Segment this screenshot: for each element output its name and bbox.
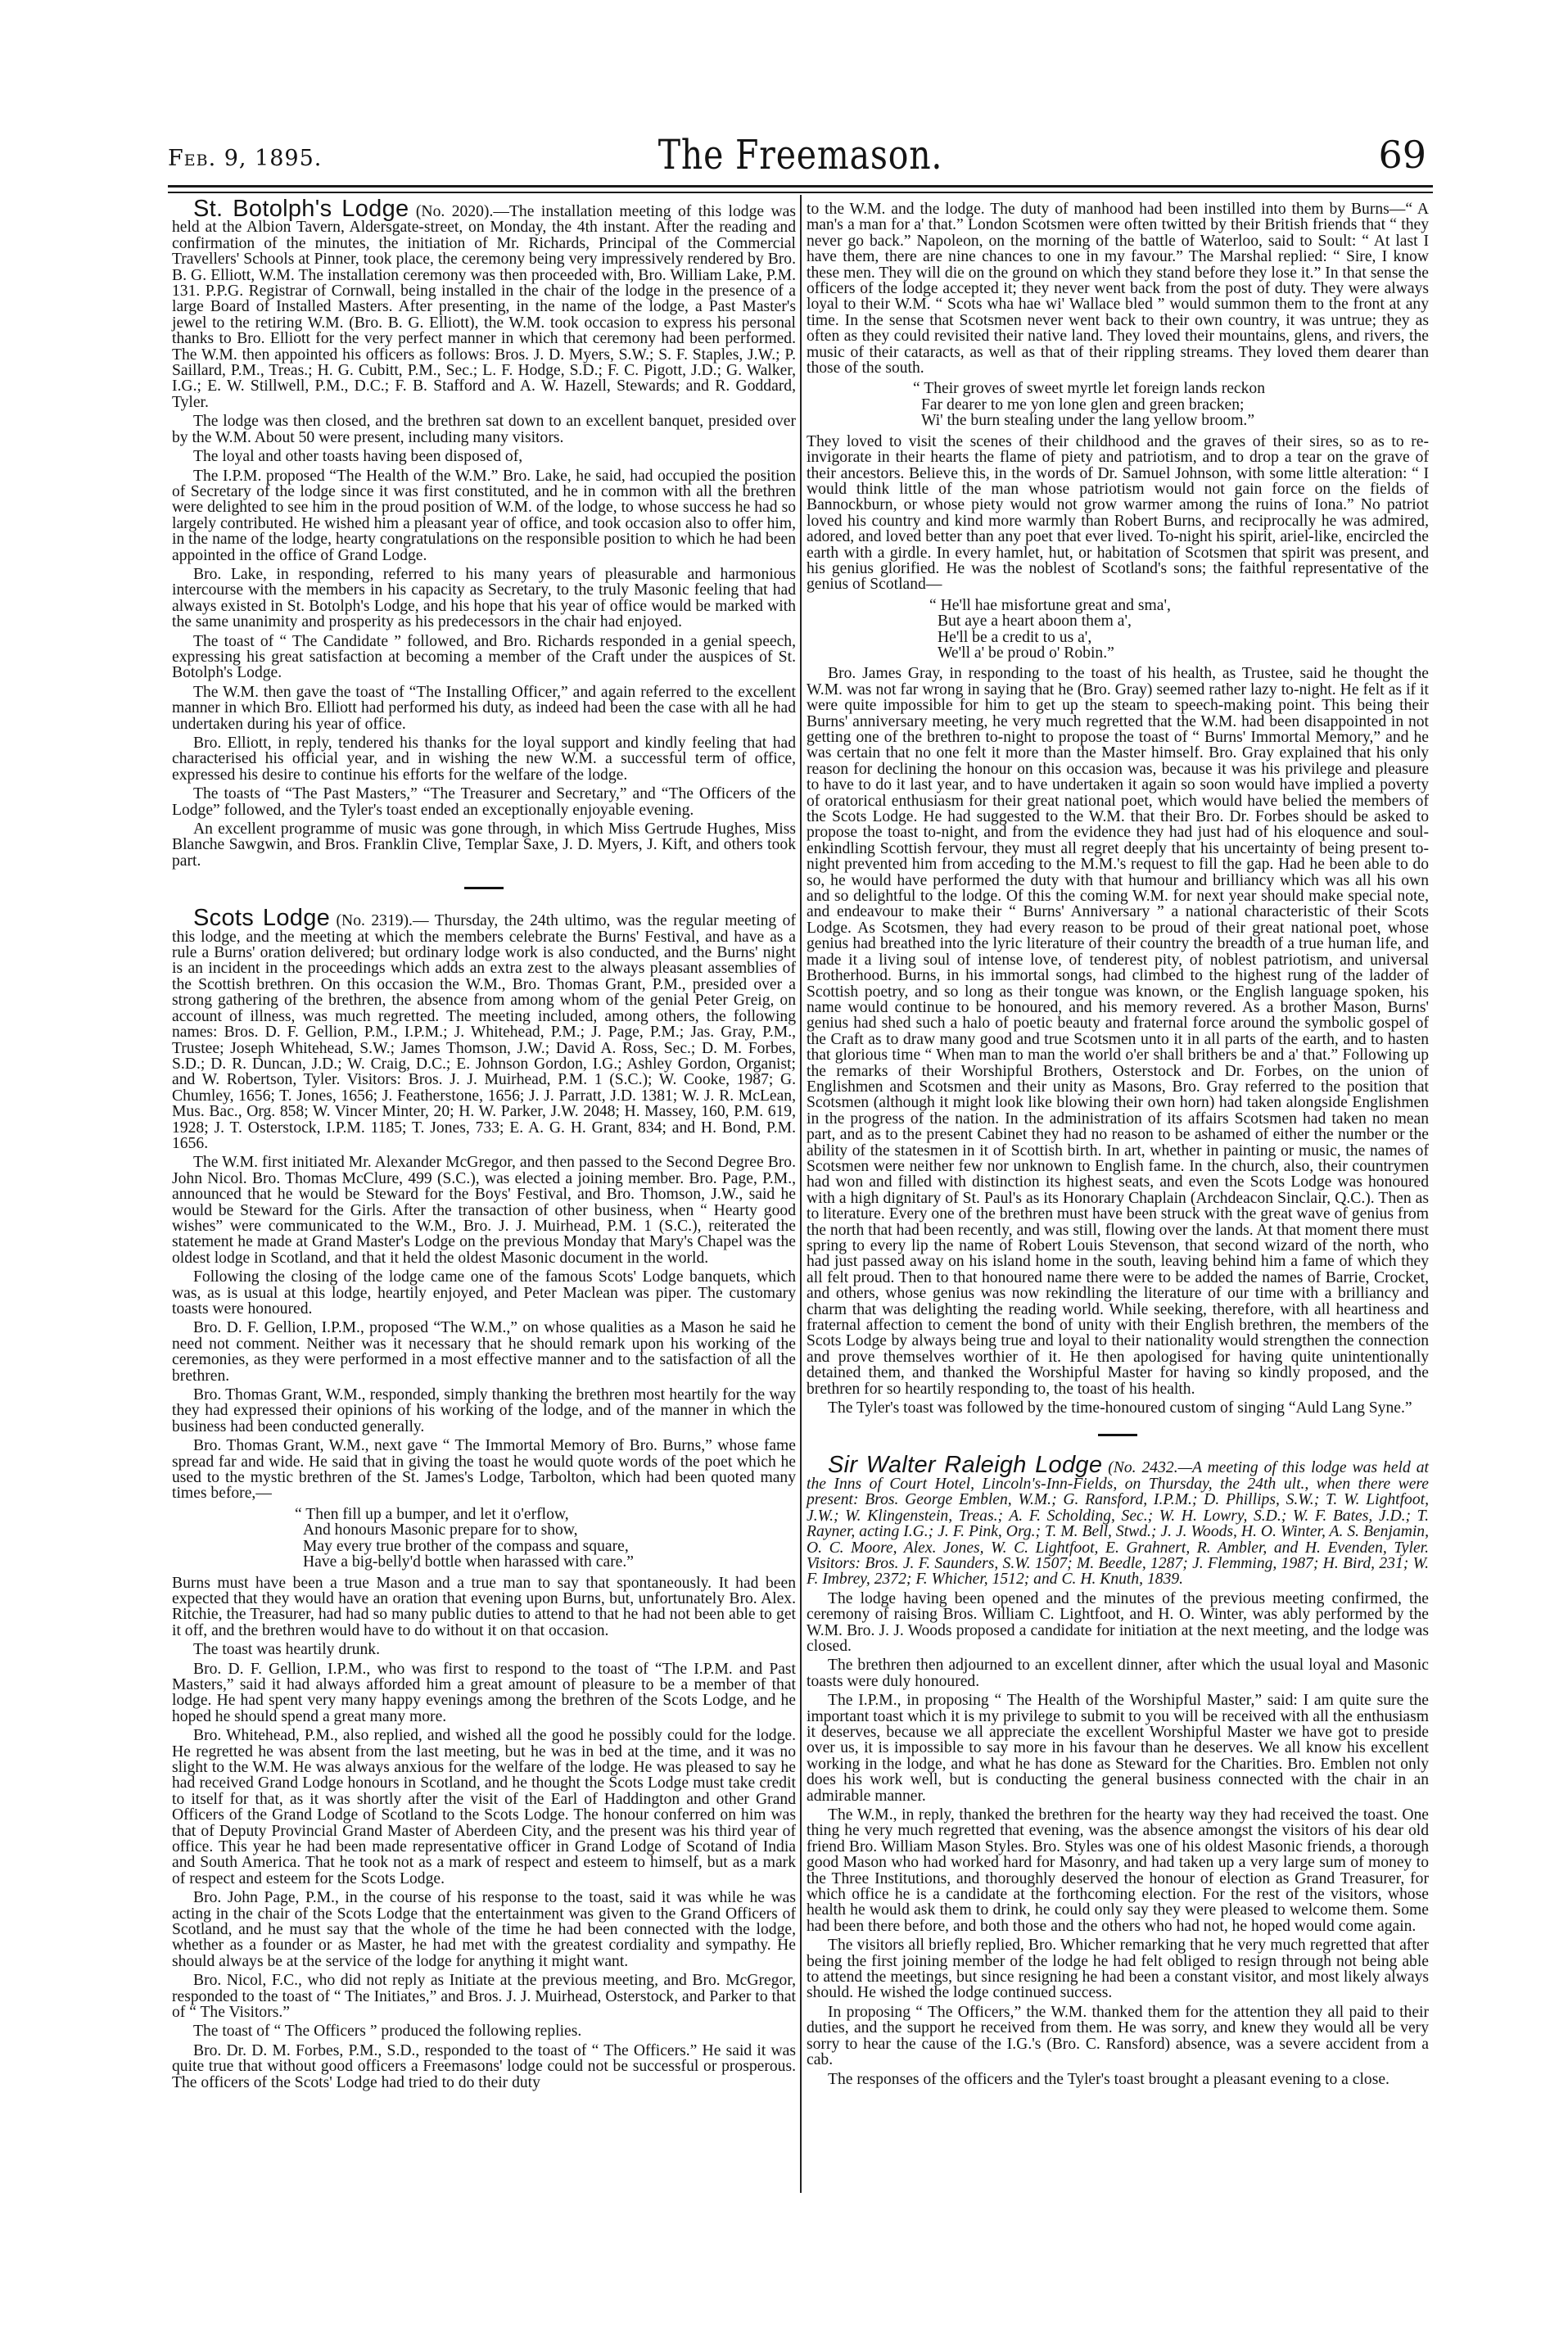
article-paragraph: Following the closing of the lodge came one of the famous Scots' Lodge banquets, which was, as is usual at this lodge, heartily enjoyed, and Peter Maclean was piper. The customary toasts were honoured. [172,1268,796,1318]
verse-line: Have a big-belly'd bottle when harassed with care.” [303,1553,634,1571]
article-paragraph: The I.P.M., in proposing “ The Health of the Worshipful Master,” said: I am quite sure the important toast which it is my privilege to submit to you will be received with all the enthusiasm it deserves, because we all appreciate the excellent Worshipful Master we have got to preside over us, it is impossible to say more in his favour than he deserves. We all know his excellent working in the lodge, and what he has done as Steward for the Charities. Bro. Emblen not only does his work well, but is conducting the general business connected with the chair in an admirable manner. [807,1692,1429,1805]
article-paragraph: Bro. D. F. Gellion, I.P.M., who was first to respond to the toast of “The I.P.M. and Past Masters,” said it had always afforded him a great amount of pleasure to be a member of that lodge. He had spent very many happy evenings among the brethren of the Scots Lodge, and he hoped he should spend a great many more. [172,1660,796,1725]
article-paragraph: Burns must have been a true Mason and a true man to say that spontaneously. It had been expected that they would have an oration that evening upon Burns, but, unfortunately Bro. Alex. Ritchie, the Treasurer, had had so many public duties to attend to that he had not been able to get it off, and the brethren would have to do without it on that occasion. [172,1574,796,1639]
verse-quote [172,1507,796,1571]
article-paragraph: The toast of “ The Candidate ” followed, and Bro. Richards responded in a genial speech, expressing his great satisfaction at becoming a member of the Craft under the auspices of St. Botolph's Lodge. [172,632,796,682]
verse-line: “ He'll hae misfortune great and sma', [929,596,1171,614]
verse-line: He'll be a credit to us a', [938,628,1092,646]
page-number: 69 [1378,133,1426,177]
publication-title: The Freemason. [657,131,943,179]
article-separator [464,887,504,889]
article-paragraph: The toast of “ The Officers ” produced the following replies. [193,2023,582,2041]
article-st-botolphs-lodge [172,196,796,870]
verse-line: “ Their groves of sweet myrtle let foreign lands reckon [913,380,1266,398]
article-scots-lodge-continued [807,201,1429,1416]
article-paragraph: The I.P.M. proposed “The Health of the W.M.” Bro. Lake, he said, had occupied the position of Secretary of the lodge since it was first constituted, and he in common with all the brethren were delighted to see him in the proud position of W.M. of the lodge, to whose success he had so largely contributed. He wished him a pleasant year of office, and took occasion also to offer him, in the name of the lodge, hearty congratulations on the responsible position to which he had been appointed in the office of Grand Lodge. [172,467,796,564]
article-paragraph: The responses of the officers and the Tyler's toast brought a pleasant evening to a close. [828,2070,1390,2088]
lodge-number: (No. 2432. [1108,1459,1178,1477]
article-heading: Sir Walter Raleigh Lodge [828,1452,1103,1479]
article-paragraph: The lodge having been opened and the minutes of the previous meeting confirmed, the ceremony of raising Bros. William C. Lightfoot, and H. O. Winter, was ably performed by the W.M. Bro. J. J. Woods proposed a candidate for initiation at the next meeting, and the lodge was closed. [807,1589,1429,1655]
verse-line: Far dearer to me yon lone glen and green bracken; [921,396,1245,414]
left-column [172,196,796,2094]
masthead-rule-top [168,185,1433,188]
article-scots-lodge [172,905,796,2091]
article-heading: St. Botolph's Lodge [193,196,409,222]
article-paragraph: Sir Walter Raleigh Lodge (No. 2432.—A meeting of this lodge was held at the Inns of Court Hotel, Lincoln's-Inn-Fields, on Thursday, the 24th ult., when there were present: Bros. George Emblen, W.M.; G. Ransford, I.P.M.; D. Phillips, S.W.; T. W. Lightfoot, J.W.; W. Klingenstein, Treas.; A. F. Scholding, Sec.; W. H. Lowry, S.D.; W. F. Bates, J.D.; T. Rayner, acting I.G.; J. F. Pink, Org.; T. M. Bell, Stwd.; J. J. Woods, H. O. Winter, A. S. Benjamin, O. C. Moore, Alex. Jones, W. C. Lightfoot, E. Grahnert, R. Ambler, and H. Evenden, Tyler. Visitors: Bros. J. F. Saunders, S.W. 1507; M. Beedle, 1287; J. Flemming, 1987; H. Bird, 231; W. F. Imbrey, 2372; F. Whicher, 1512; and C. H. Knuth, 1839. [807,1452,1429,1589]
article-paragraph: Bro. Nicol, F.C., who did not reply as Initiate at the previous meeting, and Bro. McGregor, responded to the toast of “ The Initiates,” and Bros. J. J. Muirhead, Osterstock, and Parker to that of “ The Visitors.” [172,1972,796,2022]
article-paragraph: Bro. Whitehead, P.M., also replied, and wished all the good he possibly could for the lodge. He regretted he was absent from the last meeting, but he was in bed at the time, and it was no slight to the W.M. He was always anxious for the welfare of the lodge. He was pleased to say he had received Grand Lodge honours in Scotland, and he thought the Scots Lodge must take credit to itself for that, as it was shortly after the visit of the Earl of Haddington and other Grand Officers of the Grand Lodge of Scotland to the Scots Lodge. The honour conferred on him was that of Deputy Provincial Grand Master of Aberdeen City, and the present was his third year of office. This year he had been made representative officer in Grand Lodge of Scotand of India and South America. That he took not as a mark of respect and esteem to himself, but as a mark of respect and esteem for the Scots Lodge. [172,1727,796,1887]
article-heading: Scots Lodge [193,905,331,932]
article-paragraph: Bro. Thomas Grant, W.M., next gave “ The Immortal Memory of Bro. Burns,” whose fame spread far and wide. He said that in giving the toast he would quote words of the poet which he used to the mystic brethren of the St. James's Lodge, Tarbolton, which had been quoted many times before,— [172,1437,796,1503]
issue-date: Feb. 9, 1895. [168,146,323,171]
article-paragraph: The toast was heartily drunk. [193,1641,380,1659]
article-paragraph: St. Botolph's Lodge (No. 2020).—The installation meeting of this lodge was held at the Albion Tavern, Aldersgate-street, on Monday, the 4th instant. After the reading and confirmation of the minutes, the initiation of Mr. Richards, Principal of the Commercial Travellers' Schools at Pinner, took place, the ceremony being very impressively rendered by Bro. B. G. Elliott, W.M. The installation ceremony was then proceeded with, Bro. William Lake, P.M. 131. P.P.G. Registrar of Cornwall, being installed in the chair of the lodge in the presence of a large Board of Installed Masters. After presenting, in the name of the lodge, a Past Master's jewel to the retiring W.M. (Bro. B. G. Elliott), the W.M. took occasion to express his personal thanks to Bro. Elliott for the very perfect manner in which that ceremony had been performed. The W.M. then appointed his officers as follows: Bros. J. D. Myers, S.W.; S. F. Staples, J.W.; P. Saillard, P.M., Treas.; H. G. Cubitt, P.M., Sec.; L. F. Hodge, S.D.; F. C. Pigott, J.D.; G. Walker, I.G.; E. W. Stillwell, P.M., D.C.; F. B. Stafford and A. W. Hazell, Stewards; and R. Goddard, Tyler. [172,196,796,411]
article-paragraph: The Tyler's toast was followed by the time-honoured custom of singing “Auld Lang Syne.” [828,1399,1412,1417]
article-paragraph: The visitors all briefly replied, Bro. Whicher remarking that he very much regretted that after being the first joining member of the lodge he had felt obliged to resign through not being able to attend the meetings, but since resigning he had been a constant visitor, and most likely always should. He wished the lodge continued success. [807,1937,1429,2002]
verse-line: May every true brother of the compass and square, [303,1537,629,1555]
article-paragraph: Bro. Elliott, in reply, tendered his thanks for the loyal support and kindly feeling that had characterised his official year, and in wishing the new W.M. a successful term of office, expressed his desire to continue his efforts for the welfare of the lodge. [172,735,796,784]
lodge-number: (No. 2020). [415,203,494,220]
article-paragraph: Bro. Thomas Grant, W.M., responded, simply thanking the brethren most heartily for the way they had expressed their opinions of his working of the lodge, and of the manner in which the business had been conducted generally. [172,1386,796,1435]
verse-line: We'll a' be proud o' Robin.” [938,644,1114,662]
verse-line: “ Then fill up a bumper, and let it o'erflow, [295,1505,569,1523]
article-paragraph: Scots Lodge (No. 2319).— Thursday, the 24th ultimo, was the regular meeting of this lodge, and the meeting at which the members celebrate the Burns' Festival, and have as a rule a Burns' oration delivered; but ordinary lodge work is also conducted, and the Burns' night is an incident in the proceedings which adds an extra zest to the always pleasant assemblies of the Scottish brethren. On this occasion the W.M., Bro. Thomas Grant, P.M., presided over a strong gathering of the brethren, the absence from among whom of the genial Peter Greig, on account of illness, was much regretted. The meeting included, among others, the following names: Bros. D. F. Gellion, P.M., I.P.M.; J. Whitehead, P.M.; J. Page, P.M.; Jas. Gray, P.M., Trustee; Joseph Whitehead, S.W.; James Thomson, J.W.; David A. Ross, Sec.; D. M. Forbes, S.D.; D. R. Duncan, J.D.; W. Craig, D.C.; E. Johnson Gordon, I.G.; Ashley Gordon, Organist; and W. Robertson, Tyler. Visitors: Bros. J. J. Muirhead, P.M. 1 (S.C.); W. Cooke, 1987; G. Chumley, 1656; T. Jones, 1656; J. Featherstone, 1656; J. J. Parratt, J.D. 1381; W. J. R. McLean, Mus. Bac., Org. 858; W. Vincer Minter, 20; H. W. Parker, J.W. 2048; H. Massey, 160, P.M. 619, 1928; J. T. Osterstock, I.P.M. 1185; T. Jones, 733; E. A. G. H. Grant, 834; and H. Bond, P.M. 1656. [172,905,796,1152]
article-paragraph: The brethren then adjourned to an excellent dinner, after which the usual loyal and Masonic toasts were duly honoured. [807,1657,1429,1690]
article-paragraph: to the W.M. and the lodge. The duty of manhood had been instilled into them by Burns—“ A man's a man for a' that.” London Scotsmen were often twitted by their British friends that “ they never go back.” Napoleon, on the morning of the battle of Waterloo, said to Soult: “ At last I have them, there are nine chances to one in my favour.” The Marshal replied: “ Sire, I know these men. They will die on the ground on which they stand before they lose it.” In that sense the officers of the lodge accepted it; they never went back from the post of duty. They were always loyal to their W.M. “ Scots wha hae wi' Wallace bled ” would summon them to the front at any time. In the sense that Scotsmen never went back to their own country, it was untrue; they as often as they could revisited their native land. They loved their mountains, glens, and rivers, the music of their cataracts, as well as that of their rippling streams. They loved them dearer than those of the south. [807,201,1429,377]
verse-line: Wi' the burn stealing under the lang yellow broom.” [921,412,1255,430]
article-paragraph: In proposing “ The Officers,” the W.M. thanked them for the attention they all paid to their duties, and the support he received from them. He was sorry, and knew they would all be very sorry to hear the cause of the I.G.'s (Bro. C. Ransford) absence, was a severe accident from a cab. [807,2003,1429,2069]
verse-quote [807,598,1429,662]
right-column [807,201,1429,2091]
masthead-rule-bottom [168,192,1433,193]
article-paragraph: An excellent programme of music was gone through, in which Miss Gertrude Hughes, Miss Blanche Sawgwin, and Bros. Franklin Clive, Templar Saxe, J. D. Myers, J. Kift, and others took part. [172,820,796,870]
verse-line: But aye a heart aboon them a', [938,612,1132,631]
article-paragraph: Bro. James Gray, in responding to the toast of his health, as Trustee, said he thought the W.M. was not far wrong in saying that he (Bro. Gray) seemed rather lazy to-night. He felt as if it were quite impossible for him to get up the steam to speech-making point. This being their Burns' anniversary meeting, he very much regretted that the W.M. had been disappointed in not getting one of the brethren to-night to propose the toast of “ Burns' Immortal Memory,” and he was certain that no one felt it more than the Master himself. Bro. Gray explained that his only reason for declining the honour on this occasion was, because it was his privilege and pleasure to have to do it last year, and to have undertaken it again so soon would have implied a poverty of oratorical enthusiasm for their great national poet, which would have belied the members of the Scots Lodge. He had suggested to the W.M. that their Bro. Dr. Forbes should be asked to propose the toast to-night, and from the evidence they had just had of his eloquence and soul-enkindling Scottish fervour, they must all regret deeply that his uncertainty of being present to-night prevented him from acceding to the M.M.'s request to fill the gap. Had he been able to do so, he would have performed the duty with that humour and brilliancy which was all his own and so delightful to the lodge. Of this the coming W.M. for next year should make special note, and endeavour to make their “ Burns' Anniversary ” a national characteristic of their Scots Lodge. As Scotsmen, they had every reason to be proud of their great national poet, whose genius had breathed into the lyric literature of their country the breadth of a true human life, and made it a living soul of intense love, of tenderest pity, of noblest patriotism, and universal Brotherhood. Burns, in his immortal songs, had climbed to the highest rung of the ladder of Scottish poetry, and so long as their tongue was known, or the English language spoken, his name would continue to be honoured, and his memory revered. As a brother Mason, Burns' genius had shed such a halo of poetic beauty and fraternal force around the symbolic gospel of the Craft as to draw many good and true Scotsmen unto it in all parts of the earth, and to hasten that glorious time “ When man to man the world o'er shall brithers be and a' that.” Following up the remarks of their Worshipful Brothers, Osterstock and Dr. Forbes, on the union of Englishmen and Scotsmen and their unity as Masons, Bro. Gray referred to the position that Scotsmen (although it might look like blowing their own horn) had taken alongside Englishmen in the progress of the nation. In the administration of its affairs Scotsmen had taken no mean part, and as to the present Cabinet they had no reason to be ashamed of either the number or the ability of the statesmen in it of Scottish birth. In art, whether in painting or music, the names of Scotsmen were neither few nor unknown to English fame. In the church, also, their countrymen had won and filled with distinction its highest seats, and even the Scots Lodge was honoured with a high dignitary of St. Paul's as its Honorary Chaplain (Archdeacon Sinclair, Q.C.). Then as to literature. Every one of the brethren must have been struck with the great wave of genius from the north that had been recently, and was still, flowing over the lands. At that moment there must spring to every lip the name of Robert Louis Stevenson, that second wizard of the north, who had just passed away on his island home in the south, leaving behind him a fame of which they all felt proud. Then to that honoured name there were to be added the names of Barrie, Crocket, and others, whose genius was now rekindling the literature of our time with a brilliancy and charm that was delighting the reading world. While seeking, therefore, with all heartiness and fraternal affection to cement the bond of unity with their English brethren, the members of the Scots Lodge by always being true and loyal to their nationality would strengthen the connection and prove themselves worthier of it. He then apologised for having quite unintentionally detained them, and thanked the Worshipful Master for having so kindly proposed, and the brethren for so heartily responding to, the toast of his health. [807,665,1429,1398]
lodge-number: (No. 2319). [336,912,413,930]
article-paragraph: The lodge was then closed, and the brethren sat down to an excellent banquet, presided over by the W.M. About 50 were present, including many visitors. [172,413,796,446]
article-paragraph: They loved to visit the scenes of their childhood and the graves of their sires, so as to re-invigorate in their hearts the flame of piety and patriotism, and to drop a tear on the grave of their ancestors. Believe this, in the words of Dr. Samuel Johnson, with some little alteration: “ I would think little of the man whose patriotism would not gain force on the fields of Bannockburn, or whose piety would not grow warmer among the ruins of Iona.” No patriot loved his country and kind more warmly than Robert Burns, and reciprocally he was admired, adored, and loved better than any poet that ever lived. To-night his spirit, ariel-like, encircled the earth with a girdle. In every hamlet, hut, or habitation of Scotsmen that spirit was present, and his genius glorified. He was the noblest of Scotland's sons; the faithful representative of the genius of Scotland— [807,432,1429,594]
article-paragraph: The W.M. first initiated Mr. Alexander McGregor, and then passed to the Second Degree Bro. John Nicol. Bro. Thomas McClure, 499 (S.C.), was elected a joining member. Bro. Page, P.M., announced that he would be Steward for the Boys' Festival, and Bro. Thomson, J.W., said he would be Steward for the Girls. After the transaction of other business, when “ Hearty good wishes” were communicated to the W.M., Bro. J. J. Muirhead, P.M. 1 (S.C.), reiterated the statement he made at Grand Master's Lodge on the previous Monday that Mary's Chapel was the oldest lodge in Scotland, and that it held the oldest Masonic document in the world. [172,1154,796,1267]
article-paragraph: The toasts of “The Past Masters,” “The Treasurer and Secretary,” and “The Officers of the Lodge” followed, and the Tyler's toast ended an exceptionally enjoyable evening. [172,785,796,819]
article-paragraph: Bro. Dr. D. M. Forbes, P.M., S.D., responded to the toast of “ The Officers.” He said it was quite true that without good officers a Freemasons' lodge could not be successful or prosperous. The officers of the Scots' Lodge had tried to do their duty [172,2041,796,2091]
article-paragraph: Bro. Lake, in responding, referred to his many years of pleasurable and harmonious intercourse with the members in his capacity as Secretary, to the truly Masonic feeling that had always existed in St. Botolph's Lodge, and his hope that his year of office would be marked with the same unanimity and prosperity as his predecessors in the chair had enjoyed. [172,565,796,631]
article-paragraph: The loyal and other toasts having been disposed of, [193,448,523,466]
article-separator [1098,1434,1137,1436]
verse-line: And honours Masonic prepare for to show, [303,1521,578,1539]
article-paragraph: Bro. D. F. Gellion, I.P.M., proposed “The W.M.,” on whose qualities as a Mason he said he need not comment. Neither was it necessary that he should remark upon his working of the ceremonies, as they were performed in a most effective manner and to the satisfaction of all the brethren. [172,1319,796,1385]
article-paragraph: The W.M. then gave the toast of “The Installing Officer,” and again referred to the excellent manner in which Bro. Elliott had performed his duty, as indeed had been the case with all he had undertaken during his year of office. [172,683,796,733]
column-divider [800,195,802,2193]
article-sir-walter-raleigh-lodge [807,1452,1429,2088]
verse-quote [807,381,1429,428]
article-paragraph: Bro. John Page, P.M., in the course of his response to the toast, said it was while he was acting in the chair of the Scots Lodge that the entertainment was given to the Grand Officers of Scotland, and he must say that the whole of the time he had been connected with the lodge, whether as a founder or as Master, he had met with the greatest cordiality and sympathy. He should always be at the service of the lodge for anything it might want. [172,1889,796,1970]
masthead [168,131,1433,180]
article-paragraph: The W.M., in reply, thanked the brethren for the hearty way they had received the toast. One thing he very much regretted that evening, was the absence amongst the visitors of his dear old friend Bro. William Mason Styles. Bro. Styles was one of his oldest Masonic friends, a thorough good Mason who had worked hard for Masonry, and had taken up a very large sum of money to the Three Institutions, and thoroughly deserved the honour of election as Grand Treasurer, for which office he is a candidate at the forthcoming election. For the rest of the visitors, whose health he would ask them to drink, he could only say they were pleased to welcome them. Some had been there before, and both those and the others who had not, he hoped would come again. [807,1806,1429,1935]
